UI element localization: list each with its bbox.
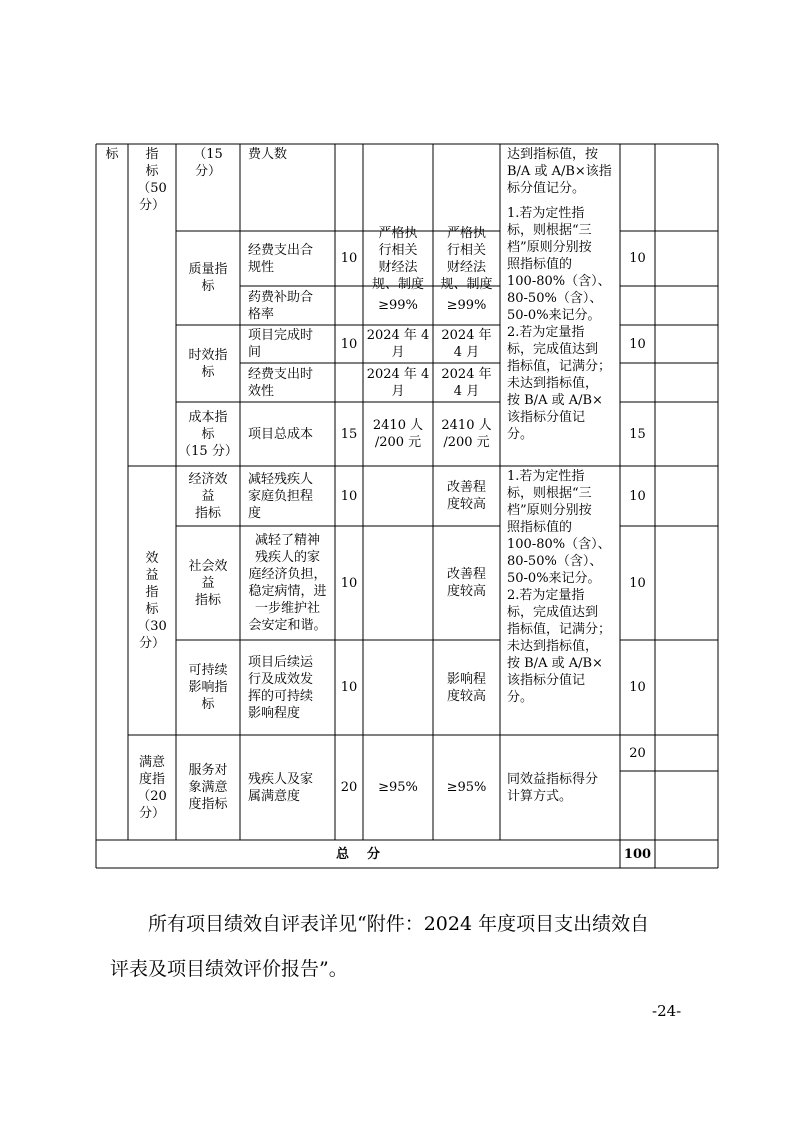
- satisfaction-dimension-label: 满意 度指 （20 分）: [137, 754, 167, 821]
- social-indicator-name: 减轻了精神 残疾人的家 庭经济负担， 稳定病情，进 一步维护社 会安定和谐。: [248, 533, 327, 633]
- quality-item-1-weight: 10: [340, 251, 358, 266]
- quality-item-1-score: 10: [629, 251, 646, 266]
- sustain-indicator-name: 项目后续运 行及成效发 挥的可持续 影响程度: [248, 654, 314, 721]
- total-score: 100: [623, 846, 652, 862]
- attachment-note-line-2: 评表及项目绩效评价报告”。: [110, 958, 348, 980]
- economic-indicator-name: 减轻残疾人 家庭负担程 度: [248, 471, 314, 521]
- timeliness-item-1-target: 2024 年 4 月: [366, 328, 430, 360]
- quality-indicator-label: 质量指 标: [188, 262, 228, 294]
- total-label: 总 分: [335, 846, 381, 862]
- first-level-indicator-text: 标: [105, 147, 119, 162]
- sustain-indicator-actual: 影响程 度较高: [446, 671, 486, 704]
- cost-indicator-weight: 15: [340, 426, 358, 442]
- cost-dimension-label: 指 标 （50 分）: [137, 147, 167, 213]
- quality-item-1-actual: 严格执 行相关 财经法 规、制度: [440, 225, 493, 292]
- first-level-indicator-cell: [96, 146, 128, 176]
- sustain-indicator-score: 10: [629, 680, 646, 695]
- cost-indicator-label: 成本指 标 （15 分）: [178, 409, 238, 459]
- satisfaction-indicator-name: 残疾人及家 属满意度: [248, 771, 314, 804]
- page-number: -24-: [652, 1002, 682, 1020]
- sustain-indicator-weight: 10: [340, 680, 358, 695]
- cost-indicator-actual: 2410 人 /200 元: [441, 418, 492, 450]
- economic-indicator-label: 经济效 益 指标: [188, 471, 228, 521]
- social-indicator-actual: 改善程 度较高: [446, 567, 486, 599]
- timeliness-item-1-actual: 2024 年 4 月: [441, 328, 492, 360]
- timeliness-item-2-name: 经费支出时 效性: [248, 366, 314, 399]
- quality-item-2-target: ≥99%: [378, 298, 418, 313]
- quality-item-1-name: 经费支出合 规性: [248, 242, 314, 275]
- timeliness-item-1-score: 10: [629, 336, 646, 352]
- top-row-method: 达到指标值，按 B/A 或 A/B×该指 标分值记分。: [507, 147, 612, 196]
- social-indicator-label: 社会效 益 指标: [188, 558, 228, 608]
- quality-item-2-actual: ≥99%: [446, 298, 487, 313]
- economic-indicator-score: 10: [629, 488, 646, 504]
- top-row-sub-label: （15 分）: [193, 147, 223, 179]
- satisfaction-scoring-method: 同效益指标得分 计算方式。: [507, 771, 599, 804]
- quality-item-2-name: 药费补助合 格率: [248, 289, 314, 322]
- economic-indicator-weight: 10: [340, 488, 358, 504]
- top-row-indicator-name: 费人数: [248, 147, 288, 162]
- timeliness-item-1-weight: 10: [340, 336, 358, 352]
- cost-indicator-score: 15: [629, 426, 646, 442]
- sustain-indicator-label: 可持续 影响指 标: [188, 663, 228, 712]
- scoring-method-effect: 1.若为定性指 标，则根据“三 档”原则分别按 照指标值的 100-80%（含）、 80-50%（含）、 50-0%来记分。 2.若为定量指 标，完成值达到 指标值，记满分； 未达到指标值， 按 B/A 或 A/B× 该指标分值记 分。: [507, 469, 612, 705]
- satisfaction-indicator-target: ≥95%: [378, 780, 418, 795]
- quality-item-1-target: 严格执 行相关 财经法 规、制度: [371, 225, 424, 292]
- cost-indicator-target: 2410 人 /200 元: [372, 418, 424, 450]
- scoring-method-cost: 1.若为定性指 标，则根据“三 档”原则分别按 照指标值的 100-80%（含）、 80-50%（含）、 50-0%来记分。 2.若为定量指 标，完成值达到 指标值，记满分； 未达到指标值， 按 B/A 或 A/B× 该指标分值记 分。: [507, 206, 612, 442]
- satisfaction-indicator-weight: 20: [340, 780, 358, 795]
- social-indicator-weight: 10: [340, 575, 358, 591]
- satisfaction-indicator-label: 服务对 象满意 度指标: [188, 763, 228, 812]
- timeliness-item-1-name: 项目完成时 间: [248, 328, 314, 360]
- timeliness-item-2-target: 2024 年 4 月: [366, 366, 430, 399]
- economic-indicator-actual: 改善程 度较高: [446, 480, 486, 512]
- cost-indicator-name: 项目总成本: [248, 426, 314, 442]
- timeliness-item-2-actual: 2024 年 4 月: [441, 366, 492, 399]
- effect-dimension-label: 效 益 指 标 （30 分）: [137, 550, 167, 651]
- satisfaction-indicator-score: 20: [629, 745, 646, 761]
- social-indicator-score: 10: [629, 575, 646, 591]
- timeliness-indicator-label: 时效指 标: [188, 347, 228, 380]
- satisfaction-indicator-actual: ≥95%: [446, 780, 487, 795]
- attachment-note-line-1: 所有项目绩效自评表详见“附件：2024 年度项目支出绩效自: [148, 913, 650, 935]
